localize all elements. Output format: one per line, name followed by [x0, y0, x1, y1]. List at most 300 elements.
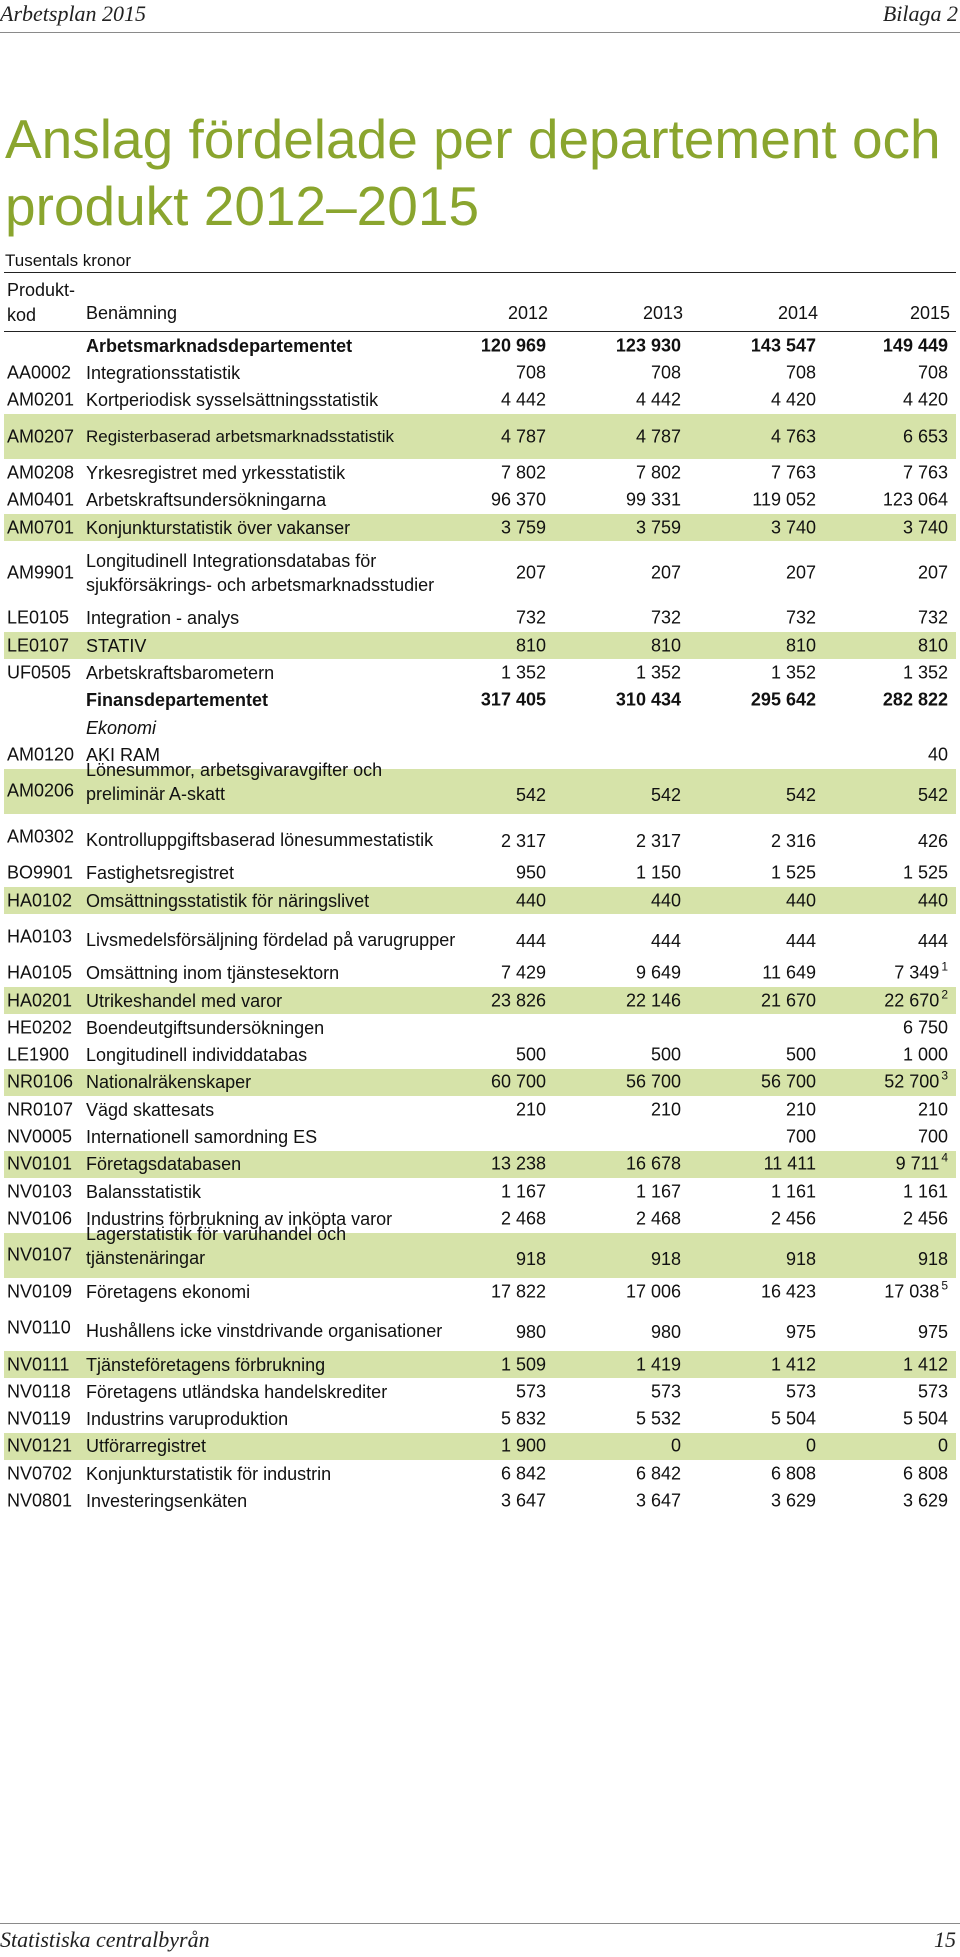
value-text: 9 711 [895, 1153, 940, 1174]
value-2013 [561, 1281, 681, 1302]
table-row [4, 1224, 956, 1279]
value-2015 [828, 931, 948, 952]
value-2014 [696, 1322, 816, 1343]
value-2012 [426, 635, 546, 656]
value-text: 440 [785, 890, 816, 910]
value-text: 310 434 [615, 689, 681, 710]
value-text: 22 670 [884, 990, 940, 1011]
value-text: 210 [785, 1099, 816, 1120]
value-2014 [696, 335, 816, 356]
table-row [4, 1433, 956, 1460]
product-code: AM0208 [7, 462, 75, 483]
value-text: 5 504 [770, 1408, 816, 1429]
value-2014 [696, 1381, 816, 1402]
header-left: Arbetsplan 2015 [0, 1, 147, 26]
table-row [4, 1460, 956, 1487]
table-row [4, 1378, 956, 1405]
value-2013 [561, 863, 681, 884]
table-row [4, 1278, 956, 1305]
product-name: AKI RAM [86, 744, 161, 765]
value-text: 2 456 [902, 1208, 948, 1229]
value-2014 [696, 1072, 816, 1093]
header-name: Benämning [86, 303, 178, 323]
value-text: 11 411 [763, 1153, 816, 1174]
value-2012 [426, 1491, 546, 1512]
value-2012 [426, 608, 546, 629]
value-2013 [561, 426, 681, 447]
value-text: 2 456 [770, 1208, 816, 1229]
value-2015 [828, 1017, 948, 1038]
value-2015 [828, 987, 948, 1011]
value-2013 [561, 1154, 681, 1175]
value-text: 6 842 [635, 1463, 681, 1484]
value-2012 [426, 1381, 546, 1402]
value-2015 [828, 1099, 948, 1120]
value-2013 [561, 517, 681, 538]
value-2012 [426, 517, 546, 538]
value-2012 [426, 690, 546, 711]
value-text: 17 006 [625, 1281, 681, 1302]
value-2015 [828, 563, 948, 584]
table-row [4, 960, 956, 987]
value-2015 [828, 1150, 948, 1175]
value-text: 120 969 [480, 335, 546, 356]
value-text: 1 352 [902, 662, 948, 683]
value-2013 [561, 663, 681, 684]
value-2013 [561, 1208, 681, 1229]
value-2014 [696, 463, 816, 484]
value-2015 [828, 1491, 948, 1512]
section-row [4, 714, 956, 741]
value-text: 573 [650, 1381, 681, 1402]
value-2014 [696, 1354, 816, 1375]
product-name: Arbetskraftsbarometern [86, 663, 275, 684]
value-text: 123 930 [615, 335, 681, 356]
table-row [4, 541, 956, 605]
value-text: 13 238 [490, 1153, 546, 1174]
value-text: 210 [515, 1099, 546, 1120]
value-2015 [828, 1278, 948, 1302]
value-2013 [561, 390, 681, 411]
value-text: 7 802 [500, 462, 546, 483]
table-row [4, 1178, 956, 1205]
value-2012 [426, 463, 546, 484]
value-2012 [426, 1463, 546, 1484]
value-text: 708 [917, 362, 948, 383]
department-row [4, 332, 956, 359]
value-2014 [696, 990, 816, 1011]
product-code: HA0102 [7, 890, 73, 910]
value-2015 [828, 1249, 948, 1270]
product-name: Omsättningsstatistik för näringslivet [86, 890, 370, 911]
value-text: 810 [785, 635, 816, 656]
product-name: Integration - analys [86, 608, 240, 629]
value-2012 [426, 426, 546, 447]
footnote-marker: 4 [941, 1150, 948, 1165]
value-2014 [696, 1127, 816, 1148]
value-text: 500 [785, 1044, 816, 1065]
value-2013 [561, 1436, 681, 1457]
value-text: 573 [785, 1381, 816, 1402]
table-header [0, 276, 960, 332]
table-body [4, 332, 956, 1515]
product-name: Tjänsteföretagens förbrukning [86, 1354, 326, 1375]
value-text: 6 808 [902, 1463, 948, 1484]
footnote-marker: 2 [941, 987, 948, 1002]
value-text: 6 808 [770, 1463, 816, 1484]
product-name: Industrins varuproduktion [86, 1409, 289, 1430]
value-text: 500 [650, 1044, 681, 1065]
value-text: 40 [927, 744, 948, 765]
value-text: 6 842 [500, 1463, 546, 1484]
value-2015 [828, 362, 948, 383]
product-code: AM0207 [7, 426, 75, 447]
value-2015 [828, 1181, 948, 1202]
value-text: 11 649 [762, 962, 816, 983]
value-2012 [426, 1409, 546, 1430]
value-text: 1 525 [902, 862, 948, 883]
product-code: AM0701 [7, 517, 75, 538]
value-2012 [426, 831, 546, 852]
value-2013 [561, 931, 681, 952]
value-2013 [561, 1249, 681, 1270]
value-2013 [561, 608, 681, 629]
table-row [4, 1123, 956, 1150]
value-text: 980 [515, 1321, 546, 1342]
value-text: 5 832 [500, 1408, 546, 1429]
value-text: 17 822 [490, 1281, 546, 1302]
value-2013 [561, 1354, 681, 1375]
value-2015 [828, 863, 948, 884]
value-text: 1 412 [902, 1354, 948, 1375]
product-name: Kortperiodisk sysselsättningsstatistik [86, 390, 379, 411]
table-row [4, 1096, 956, 1123]
value-text: 542 [650, 785, 681, 806]
header-code: Produkt- kod [7, 280, 76, 325]
product-name: STATIV [86, 635, 147, 656]
value-2015 [828, 635, 948, 656]
product-code: HE0202 [7, 1017, 73, 1038]
value-2015 [828, 1127, 948, 1148]
footer-rule [0, 1923, 960, 1924]
value-text: 700 [785, 1126, 816, 1147]
value-2014 [696, 831, 816, 852]
value-2012 [426, 663, 546, 684]
product-code: NV0107 [7, 1244, 73, 1265]
value-2013 [561, 990, 681, 1011]
product-name: Konjunkturstatistik för industrin [86, 1463, 332, 1484]
table-row [4, 887, 956, 914]
table-row [4, 1042, 956, 1069]
value-text: 980 [650, 1321, 681, 1342]
value-2014 [696, 1099, 816, 1120]
value-2014 [696, 517, 816, 538]
product-name: Internationell samordning ES [86, 1127, 318, 1148]
value-2015 [828, 831, 948, 852]
value-2013 [561, 1099, 681, 1120]
value-text: 7 349 [894, 962, 940, 983]
value-text: 918 [785, 1249, 816, 1270]
header-2012: 2012 [507, 303, 548, 323]
value-text: 4 442 [500, 389, 546, 410]
product-code: LE0105 [7, 607, 70, 628]
value-text: 21 670 [760, 990, 816, 1011]
footnote-marker: 3 [941, 1068, 948, 1083]
value-2013 [561, 1322, 681, 1343]
value-text: 2 317 [635, 830, 681, 851]
footer-publisher: Statistiska centralbyrån [0, 1927, 210, 1952]
product-code: NR0106 [7, 1071, 74, 1092]
value-text: 282 822 [882, 689, 948, 710]
product-code: NV0109 [7, 1281, 73, 1302]
value-text: 918 [515, 1249, 546, 1270]
value-text: 207 [917, 562, 948, 583]
value-text: 708 [515, 362, 546, 383]
value-2013 [561, 890, 681, 911]
value-text: 1 412 [770, 1354, 816, 1375]
product-code: NV0121 [7, 1435, 73, 1456]
value-text: 732 [785, 607, 816, 628]
value-2014 [696, 1491, 816, 1512]
table-row [4, 632, 956, 659]
value-2015 [828, 959, 948, 984]
value-2015 [828, 690, 948, 711]
value-2014 [696, 1208, 816, 1229]
value-2013 [561, 690, 681, 711]
value-2014 [696, 785, 816, 806]
product-name: Arbetskraftsundersökningarna [86, 490, 327, 511]
value-text: 1 352 [770, 662, 816, 683]
value-text: 918 [650, 1249, 681, 1270]
value-text: 810 [515, 635, 546, 656]
product-code: BO9901 [7, 862, 74, 883]
value-2012 [426, 390, 546, 411]
value-text: 6 750 [902, 1017, 948, 1038]
value-text: 7 763 [902, 462, 948, 483]
product-code: AM0206 [7, 780, 75, 801]
value-2014 [696, 362, 816, 383]
value-text: 96 370 [490, 489, 546, 510]
value-text: 143 547 [750, 335, 816, 356]
value-text: 1 167 [635, 1181, 681, 1202]
value-text: 732 [917, 607, 948, 628]
value-text: 207 [650, 562, 681, 583]
table-row [4, 1406, 956, 1433]
value-2015 [828, 1045, 948, 1066]
value-text: 5 504 [902, 1408, 948, 1429]
value-2013 [561, 463, 681, 484]
product-name: Vägd skattesats [86, 1099, 215, 1120]
value-2012 [426, 1154, 546, 1175]
value-2013 [561, 1181, 681, 1202]
table-row [4, 1069, 956, 1096]
table-row [4, 487, 956, 514]
page-title: Anslag fördelade per departement och produkt 2012–2015 [5, 108, 941, 237]
value-text: 317 405 [480, 689, 546, 710]
product-code: NR0107 [7, 1099, 74, 1120]
value-2012 [426, 963, 546, 984]
value-text: 295 642 [750, 689, 816, 710]
value-text: 708 [785, 362, 816, 383]
product-name: Konjunkturstatistik över vakanser [86, 517, 351, 538]
value-text: 3 647 [500, 1490, 546, 1511]
table-row [4, 659, 956, 686]
product-code: AM0201 [7, 389, 75, 410]
value-text: 17 038 [884, 1281, 940, 1302]
value-2014 [696, 1463, 816, 1484]
value-2014 [696, 635, 816, 656]
table-row [4, 359, 956, 386]
header-2014: 2014 [777, 303, 818, 323]
value-text: 1 525 [770, 862, 816, 883]
value-text: 22 146 [625, 990, 681, 1011]
product-code: NV0801 [7, 1490, 73, 1511]
value-text: 426 [917, 830, 948, 851]
value-text: 1 509 [500, 1354, 546, 1375]
value-text: 1 352 [635, 662, 681, 683]
value-text: 1 900 [500, 1435, 546, 1456]
product-code: NV0118 [7, 1381, 71, 1402]
product-code: AM0120 [7, 744, 75, 765]
product-name: Industrins förbrukning av inköpta varor [86, 1208, 393, 1229]
table-row [4, 514, 956, 541]
value-2015 [828, 390, 948, 411]
value-text: 7 429 [500, 962, 546, 983]
value-text: 9 649 [635, 962, 681, 983]
value-text: 4 442 [635, 389, 681, 410]
value-text: 7 802 [635, 462, 681, 483]
product-name: Arbetsmarknadsdepartementet [86, 335, 353, 356]
value-text: 444 [785, 930, 816, 951]
table-row [4, 1151, 956, 1178]
value-text: 975 [917, 1321, 948, 1342]
product-code: NV0111 [7, 1354, 70, 1375]
product-name: Longitudinell individdatabas [86, 1045, 308, 1066]
value-2012 [426, 335, 546, 356]
product-code: LE0107 [7, 635, 70, 656]
table-row [4, 605, 956, 632]
value-text: 573 [917, 1381, 948, 1402]
value-text: 500 [515, 1044, 546, 1065]
running-header [0, 0, 960, 33]
value-text: 2 468 [500, 1208, 546, 1229]
product-name: Livsmedelsförsäljning fördelad på varugrupper [86, 929, 456, 950]
product-name: Kontrolluppgiftsbaserad lönesummestatistik [86, 829, 434, 850]
footnote-marker: 5 [941, 1278, 948, 1293]
value-2013 [561, 1463, 681, 1484]
value-2013 [561, 635, 681, 656]
product-code: NV0005 [7, 1126, 73, 1147]
value-text: 3 759 [500, 517, 546, 538]
product-code: NV0119 [7, 1408, 71, 1429]
product-name: Företagsdatabasen [86, 1154, 242, 1175]
value-2014 [696, 1181, 816, 1202]
value-2015 [828, 426, 948, 447]
value-text: 1 161 [770, 1181, 816, 1202]
value-text: 700 [917, 1126, 948, 1147]
table-row [4, 914, 956, 960]
value-text: 5 532 [635, 1408, 681, 1429]
value-2013 [561, 963, 681, 984]
value-2012 [426, 1181, 546, 1202]
table-row [4, 414, 956, 460]
value-text: 23 826 [490, 990, 546, 1011]
value-text: 7 763 [770, 462, 816, 483]
value-2015 [828, 1436, 948, 1457]
value-text: 708 [650, 362, 681, 383]
product-code: NV0101 [7, 1153, 73, 1174]
value-2012 [426, 931, 546, 952]
value-text: 918 [917, 1249, 948, 1270]
product-name: Ekonomi [86, 717, 157, 738]
value-text: 810 [917, 635, 948, 656]
table-unit-note: Tusentals kronor [5, 251, 131, 270]
product-name: Investeringsenkäten [86, 1491, 248, 1512]
value-2015 [828, 335, 948, 356]
product-name: Finansdepartementet [86, 690, 269, 711]
value-2014 [696, 690, 816, 711]
value-2014 [696, 931, 816, 952]
value-text: 444 [650, 930, 681, 951]
table-row [4, 1351, 956, 1378]
value-2015 [828, 1463, 948, 1484]
value-text: 444 [515, 930, 546, 951]
value-2012 [426, 1045, 546, 1066]
value-2013 [561, 1072, 681, 1093]
footnote-marker: 1 [941, 959, 948, 974]
value-2014 [696, 490, 816, 511]
value-text: 440 [515, 890, 546, 910]
table-row [4, 1305, 956, 1351]
value-2013 [561, 1491, 681, 1512]
product-code: AM0302 [7, 826, 75, 847]
value-2014 [696, 663, 816, 684]
value-text: 56 700 [760, 1071, 816, 1092]
value-2012 [426, 563, 546, 584]
product-name: Registerbaserad arbetsmarknadsstatistik [86, 426, 395, 446]
value-text: 2 468 [635, 1208, 681, 1229]
product-name: Nationalräkenskaper [86, 1072, 252, 1093]
value-text: 732 [650, 607, 681, 628]
value-text: 6 653 [902, 426, 948, 447]
value-text: 542 [917, 785, 948, 806]
value-2014 [696, 1154, 816, 1175]
value-2014 [696, 1409, 816, 1430]
product-name: Utrikeshandel med varor [86, 990, 283, 1011]
value-2012 [426, 1354, 546, 1375]
value-text: 0 [937, 1435, 948, 1456]
value-text: 542 [785, 785, 816, 806]
table-row [4, 860, 956, 887]
value-text: 2 317 [500, 830, 546, 851]
value-2012 [426, 1249, 546, 1270]
value-2014 [696, 890, 816, 911]
value-2013 [561, 1045, 681, 1066]
value-2015 [828, 517, 948, 538]
value-2013 [561, 362, 681, 383]
value-2015 [828, 1354, 948, 1375]
value-2015 [828, 490, 948, 511]
value-text: 119 052 [752, 489, 816, 510]
product-name: Lönesummor, arbetsgivaravgifter och preliminär A-skatt [86, 760, 383, 805]
product-code: HA0201 [7, 990, 73, 1011]
product-name: Fastighetsregistret [86, 863, 235, 884]
value-text: 440 [917, 890, 948, 910]
value-text: 4 420 [902, 389, 948, 410]
value-2014 [696, 1045, 816, 1066]
product-code: HA0103 [7, 926, 73, 947]
product-code: NV0702 [7, 1463, 73, 1484]
